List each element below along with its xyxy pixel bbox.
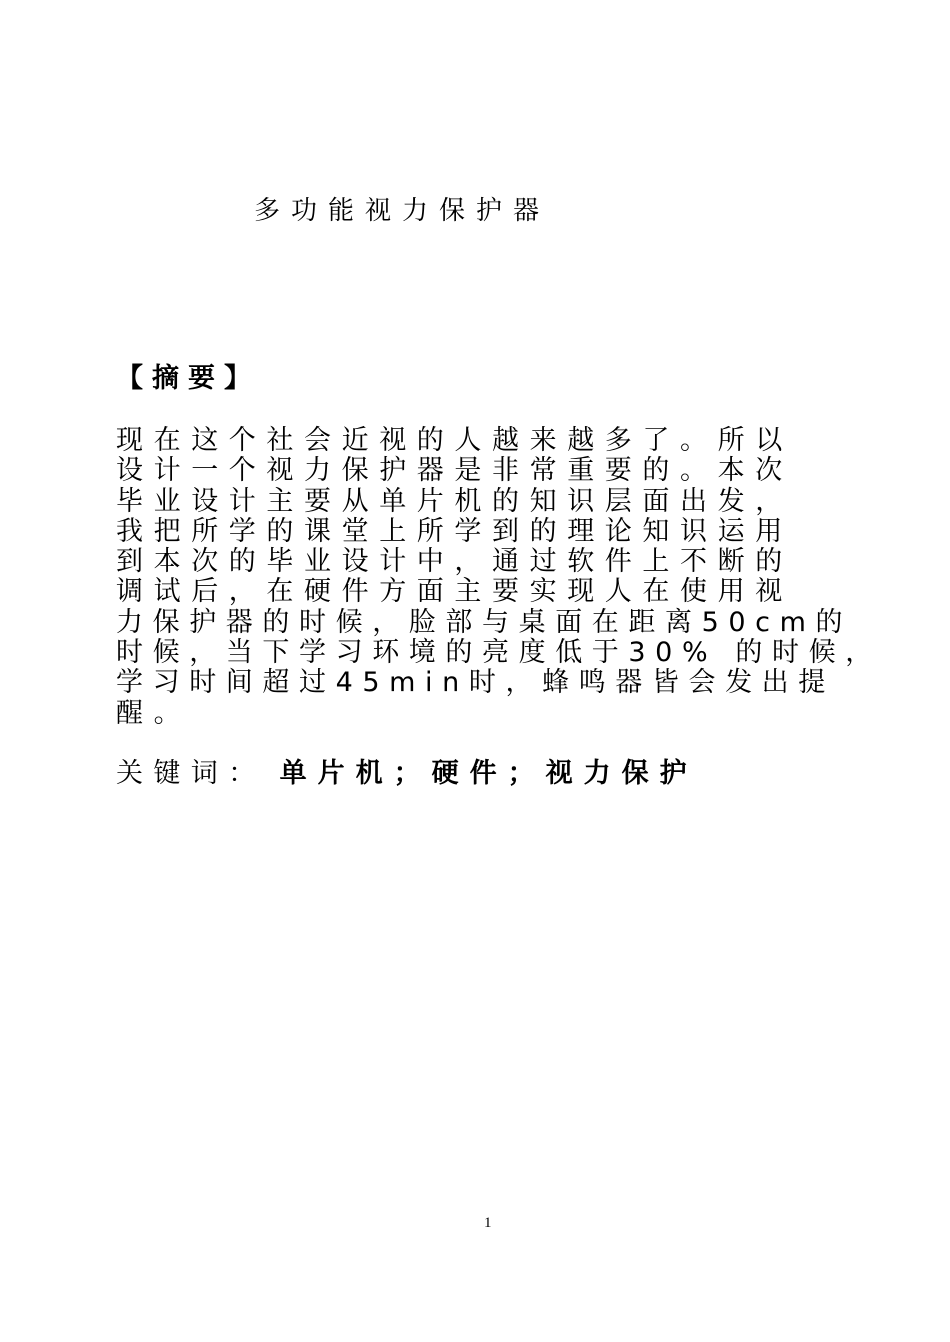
abstract-heading: 【摘要】 (116, 363, 260, 394)
abstract-line: 毕业设计主要从单片机的知识层面出发， (116, 485, 793, 517)
keywords-label: 关键词： (116, 758, 266, 789)
abstract-line: 力保护器的时候，脸部与桌面在距离50cm的 (116, 606, 853, 638)
abstract-line: 时候，当下学习环境的亮度低于30% 的时候， (116, 637, 882, 669)
document-title: 多功能视力保护器 (254, 196, 551, 226)
abstract-line: 到本次的毕业设计中，通过软件上不断的 (116, 546, 793, 578)
abstract-line: 调试后，在硬件方面主要实现人在使用视 (116, 576, 793, 608)
keywords (116, 757, 698, 791)
keywords-values: 单片机；硬件；视力保护 (279, 758, 698, 789)
abstract-line: 我把所学的课堂上所学到的理论知识运用 (116, 515, 793, 547)
abstract-body (116, 425, 882, 729)
abstract-line: 醒。 (116, 697, 192, 729)
abstract-line: 现在这个社会近视的人越来越多了。所以 (116, 425, 793, 456)
page-number: 1 (484, 1215, 492, 1231)
abstract-line: 设计一个视力保护器是非常重要的。本次 (116, 455, 793, 487)
abstract-line: 学习时间超过45min时，蜂鸣器皆会发出提 (116, 667, 835, 699)
